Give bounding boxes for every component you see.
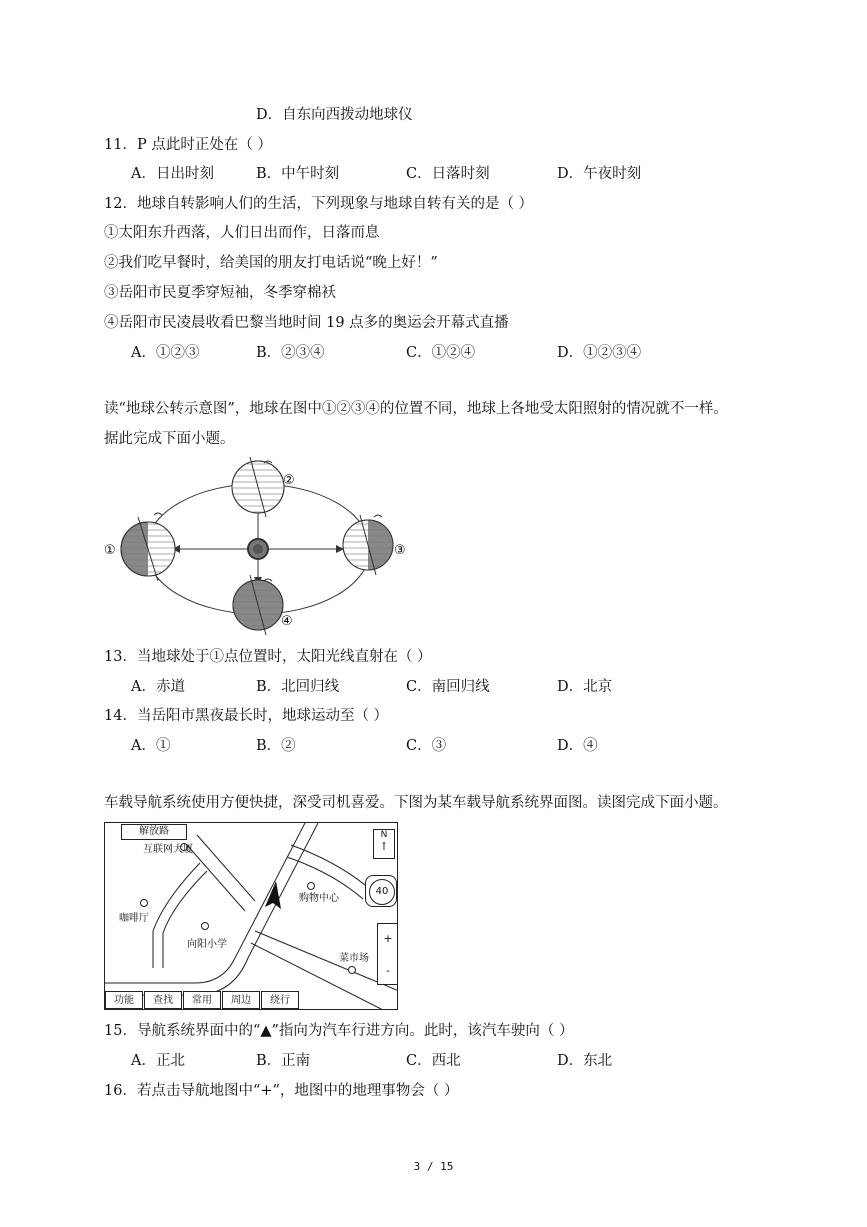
q12-option-a: A．①②③ bbox=[131, 345, 200, 361]
intro-orbit-line1: 读“地球公转示意图”，地球在图中①②③④的位置不同，地球上各地受太阳照射的情况就不一样。 bbox=[104, 401, 728, 417]
q14-option-c: C．③ bbox=[406, 738, 447, 754]
q13-option-a: A．赤道 bbox=[131, 679, 185, 695]
q15-option-b: B．正南 bbox=[256, 1053, 311, 1069]
orbit-label-1: ① bbox=[104, 543, 116, 558]
q10-option-d: D．自东向西拨动地球仪 bbox=[256, 107, 413, 123]
q11-option-c: C．日落时刻 bbox=[406, 166, 490, 182]
place-label-market: 菜市场 bbox=[339, 953, 369, 964]
speed-limit-sign bbox=[365, 875, 397, 907]
detour-button[interactable]: 绕行 bbox=[261, 991, 299, 1009]
compass-north-icon: N ↑ bbox=[373, 829, 395, 859]
page-number: 3 / 15 bbox=[413, 1160, 454, 1173]
q13-option-c: C．南回归线 bbox=[406, 679, 490, 695]
q14-option-b: B．② bbox=[256, 738, 296, 754]
place-label-mall: 购物中心 bbox=[299, 893, 339, 904]
intro-orbit-line2: 据此完成下面小题。 bbox=[104, 431, 235, 447]
market-marker-icon bbox=[349, 967, 356, 974]
q11-option-a: A．日出时刻 bbox=[131, 166, 214, 182]
q12-item-2: ②我们吃早餐时，给美国的朋友打电话说“晚上好！” bbox=[104, 255, 438, 271]
q16-stem: 16．若点击导航地图中“+”，地图中的地理事物会（ ） bbox=[104, 1083, 459, 1099]
orbit-label-4: ④ bbox=[281, 614, 293, 629]
q15-stem: 15．导航系统界面中的“▲”指向为汽车行进方向。此时，该汽车驶向（ ） bbox=[104, 1023, 574, 1039]
zoom-control bbox=[377, 923, 398, 985]
intro-nav-line1: 车载导航系统使用方便快捷，深受司机喜爱。下图为某车载导航系统界面图。读图完成下面小题。 bbox=[104, 795, 728, 811]
place-label-internet-building: 互联网大厦 bbox=[143, 844, 193, 855]
q14-option-d: D．④ bbox=[557, 738, 598, 754]
q15-option-c: C．西北 bbox=[406, 1053, 461, 1069]
q13-option-b: B．北回归线 bbox=[256, 679, 340, 695]
q12-option-d: D．①②③④ bbox=[557, 345, 642, 361]
q12-option-c: C．①②④ bbox=[406, 345, 476, 361]
school-marker-icon bbox=[202, 923, 209, 930]
q11-option-b: B．中午时刻 bbox=[256, 166, 340, 182]
q11-stem: 11．P 点此时正处在（ ） bbox=[104, 137, 272, 153]
earth-position-2-icon bbox=[232, 457, 284, 517]
earth-position-4-icon bbox=[233, 575, 283, 635]
q12-option-b: B．②③④ bbox=[256, 345, 325, 361]
q12-item-3: ③岳阳市民夏季穿短袖，冬季穿棉袄 bbox=[104, 285, 336, 301]
road-label-box: 解放路 bbox=[121, 824, 187, 840]
q15-option-a: A．正北 bbox=[131, 1053, 185, 1069]
q12-stem: 12．地球自转影响人们的生活，下列现象与地球自转有关的是（ ） bbox=[104, 196, 534, 212]
q12-item-4: ④岳阳市民凌晨收看巴黎当地时间 19 点多的奥运会开幕式直播 bbox=[104, 315, 509, 331]
q13-option-d: D．北京 bbox=[557, 679, 613, 695]
orbit-svg bbox=[100, 455, 420, 640]
q11-option-d: D．午夜时刻 bbox=[557, 166, 642, 182]
function-button[interactable]: 功能 bbox=[105, 991, 143, 1009]
zoom-out-button[interactable]: - bbox=[386, 964, 390, 977]
compass-label: N bbox=[380, 830, 388, 840]
orbit-label-3: ③ bbox=[394, 543, 406, 558]
search-button[interactable]: 查找 bbox=[144, 991, 182, 1009]
orbit-label-2: ② bbox=[283, 473, 295, 488]
cafe-marker-icon bbox=[141, 900, 148, 907]
q13-stem: 13．当地球处于①点位置时，太阳光线直射在（ ） bbox=[104, 649, 432, 665]
earth-position-1-icon bbox=[121, 513, 175, 581]
place-label-school: 向阳小学 bbox=[187, 939, 227, 950]
frequent-button[interactable]: 常用 bbox=[183, 991, 221, 1009]
navigation-map bbox=[104, 822, 398, 1010]
q14-option-a: A．① bbox=[131, 738, 171, 754]
q14-stem: 14．当岳阳市黑夜最长时，地球运动至（ ） bbox=[104, 708, 389, 724]
earth-position-3-icon bbox=[343, 515, 393, 575]
q15-option-d: D．东北 bbox=[557, 1053, 613, 1069]
earth-orbit-diagram bbox=[100, 455, 420, 640]
q12-item-1: ①太阳东升西落，人们日出而作，日落而息 bbox=[104, 225, 380, 241]
place-label-cafe: 咖啡厅 bbox=[119, 913, 149, 924]
speed-limit-value: 40 bbox=[369, 879, 395, 905]
nearby-button[interactable]: 周边 bbox=[222, 991, 260, 1009]
zoom-in-button[interactable]: + bbox=[383, 932, 393, 945]
